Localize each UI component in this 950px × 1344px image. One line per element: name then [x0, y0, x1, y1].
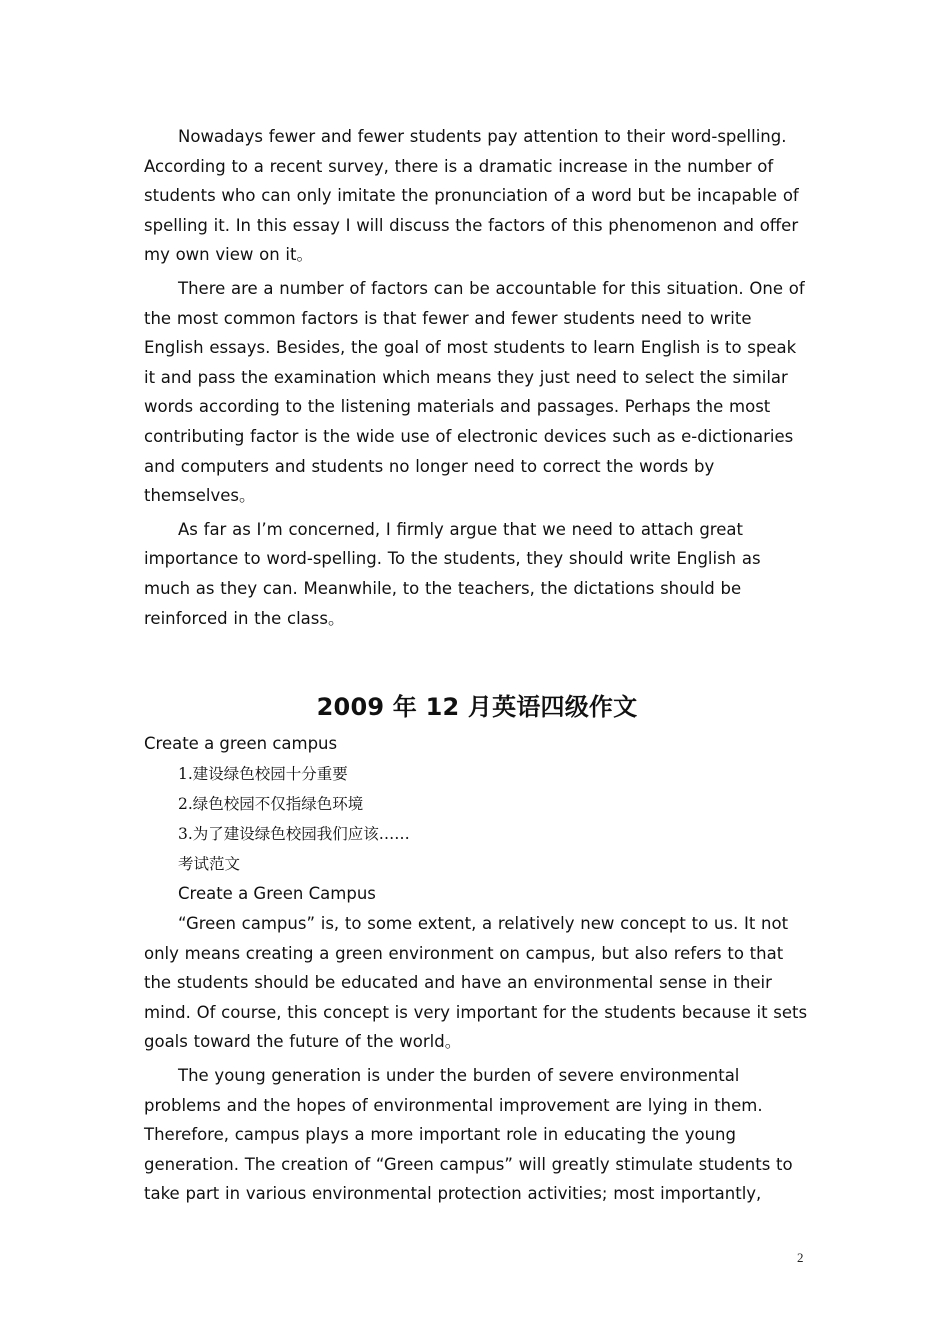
section-title: 2009 年 12 月英语四级作文	[316, 693, 638, 722]
page-content	[144, 122, 810, 1213]
essay-title: Create a Green Campus	[178, 884, 376, 904]
outline-item-3: 3.为了建设绿色校园我们应该……	[178, 825, 410, 844]
sample-essay-label: 考试范文	[178, 855, 241, 874]
outline-item-1: 1.建设绿色校园十分重要	[178, 765, 348, 784]
outline-item-2: 2.绿色校园不仅指绿色环境	[178, 795, 364, 814]
page-number: 2	[797, 1250, 804, 1265]
prompt-title: Create a green campus	[144, 734, 338, 754]
essay1-paragraph-3: As far as I’m concerned, I firmly argue that we need to attach great importance to word-spelling. To the students, they should write English as much as they can. Meanwhile, to the teachers, the dictations should be reinforced in the class。	[144, 519, 761, 628]
essay1-paragraph-2: There are a number of factors can be accountable for this situation. One of the most common factors is that fewer and fewer students need to write English essays. Besides, the goal of most students to learn English is to speak it and pass the examination which means they just need to select the similar words according to the listening materials and passages. Perhaps the most contributing factor is the wide use of electronic devices such as e-dictionaries and computers and students no longer need to correct the words by themselves。	[144, 278, 805, 506]
essay1-paragraph-1: Nowadays fewer and fewer students pay attention to their word-spelling. According to a recent survey, there is a dramatic increase in the number of students who can only imitate the pronunciation of a word but be incapable of spelling it. In this essay I will discuss the factors of this phenomenon and offer my own view on it。	[144, 127, 799, 265]
essay2-paragraph-1: “Green campus” is, to some extent, a relatively new concept to us. It not only means creating a green environment on campus, but also refers to that the students should be educated and have an environmental sense in their mind. Of course, this concept is very important for the students because it sets goals toward the future of the world。	[144, 914, 808, 1052]
essay2-paragraph-2: The young generation is under the burden of severe environmental problems and the hopes of environmental improvement are lying in them. Therefore, campus plays a more important role in educating the young generation. The creation of “Green campus” will greatly stimulate students to take part in various environmental protection activities; most importantly,	[144, 1066, 793, 1204]
